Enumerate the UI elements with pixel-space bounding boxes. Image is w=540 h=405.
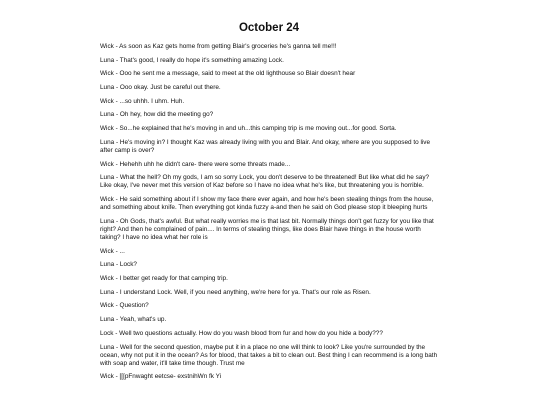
log-entry: Wick - ... bbox=[100, 247, 125, 255]
log-entry: Luna - I understand Lock. Well, if you need anything, we're here for ya. That's our role as Risen. bbox=[100, 288, 371, 296]
log-entry: Wick - ...so uhhh. I uhm. Huh. bbox=[100, 97, 185, 105]
log-entry: Luna - Well for the second question, maybe put it in a place no one will think to look? Like you're surrounded by the ocean, why not put it in the ocean? As for blood, that takes a bit to clean out. Best thing I can recommend is a long bath with soap and water, it'll take time though. Trust me bbox=[100, 343, 438, 367]
log-entry: Luna - That's good, I really do hope it's something amazing Lock. bbox=[100, 56, 284, 64]
page-title: October 24 bbox=[238, 22, 300, 34]
log-entry: Wick - So...he explained that he's moving in and uh...this camping trip is me moving out...for good. Sorta. bbox=[100, 125, 397, 133]
log-entry: Wick - Question? bbox=[100, 302, 149, 310]
log-entry: Luna - Oh Gods, that's awful. But what really worries me is that last bit. Normally things don't get fuzzy for you like that right? And then he complained of pain.... In terms of stealing things, like does Blair have things in the house worth taking? I have no idea what her role is bbox=[100, 217, 434, 242]
document-page bbox=[100, 0, 438, 387]
log-entry: Luna - Yeah, what's up. bbox=[100, 316, 167, 324]
log-entry: Wick - [[[pFnwaght eetcse- exstnihWn fk Yi bbox=[100, 373, 222, 381]
log-entry: Wick - Ooo he sent me a message, said to meet at the old lighthouse so Blair doesn't hear bbox=[100, 70, 356, 78]
log-entry: Wick - He said something about if I show my face there ever again, and how he's been stealing things from the house, and something about knife. Then everything got kinda fuzzy a-and then he said oh God please stop it bleeping hurts bbox=[100, 196, 434, 212]
log-entry: Lock - Well two questions actually. How do you wash blood from fur and how do you hide a body??? bbox=[100, 329, 383, 337]
log-entry: Wick - As soon as Kaz gets home from getting Blair's groceries he's ganna tell me!!! bbox=[100, 43, 337, 50]
log-entry: Luna - He's moving in? I thought Kaz was already living with you and Blair. And okay, where are you supposed to live after camp is over? bbox=[100, 138, 431, 154]
log-entry: Luna - Ooo okay. Just be careful out there. bbox=[100, 84, 221, 92]
log-entry: Wick - Hehehh uhh he didn't care- there were some threats made... bbox=[100, 160, 291, 168]
log-entry: Luna - Oh hey, how did the meeting go? bbox=[100, 111, 214, 119]
log-entry: Luna - Lock? bbox=[100, 261, 137, 269]
log-entry: Luna - What the hell? Oh my gods, I am so sorry Lock, you don't deserve to be threatened! But like what did he say? Like okay, I've never met this version of Kaz before so I have no idea what he's like, but threatening you is horrible. bbox=[100, 174, 430, 190]
chat-log bbox=[100, 43, 438, 382]
log-entry: Wick - I better get ready for that camping trip. bbox=[100, 275, 228, 283]
